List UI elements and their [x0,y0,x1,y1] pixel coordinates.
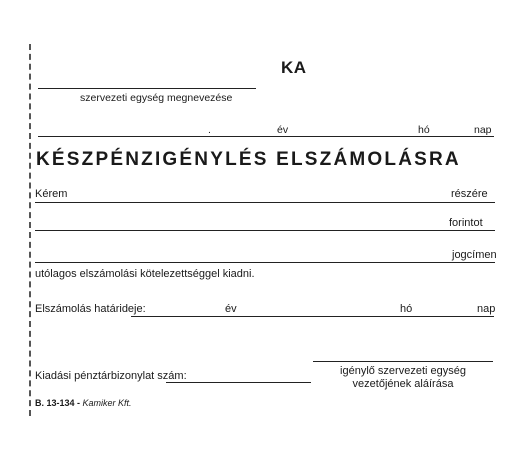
footer-code: B. 13-134 - [35,398,81,408]
reszere-label: részére [451,188,488,200]
deadline-label: Elszámolás határideje: [35,303,146,315]
signature-field[interactable] [313,361,493,362]
date-day-label: nap [474,124,492,136]
recipient-field[interactable] [35,202,495,203]
footer-publisher: Kamiker Kft. [82,398,132,408]
signature-label-2: vezetőjének aláírása [352,378,454,390]
deadline-field[interactable] [131,316,494,317]
jogcimen-label: jogcímen [452,249,497,261]
date-month-label: hó [418,124,430,136]
unit-name-label: szervezeti egység megnevezése [80,92,233,104]
voucher-field[interactable] [166,382,311,383]
perforation-line [29,44,31,416]
amount-field[interactable] [35,230,495,231]
forintot-label: forintot [449,217,483,229]
form-title: KÉSZPÉNZIGÉNYLÉS ELSZÁMOLÁSRA [36,149,461,170]
deadline-month-label: hó [400,303,413,315]
obligation-text: utólagos elszámolási kötelezettséggel kiadni. [35,268,255,280]
date-year-label: év [277,124,289,136]
form-code: KA [281,58,307,77]
kerem-label: Kérem [35,188,68,200]
title-basis-field[interactable] [35,262,495,263]
footer [35,398,132,408]
unit-name-field[interactable] [38,88,256,89]
deadline-day-label: nap [477,303,496,315]
signature-label-1: igénylő szervezeti egység [340,365,466,377]
voucher-label: Kiadási pénztárbizonylat szám: [35,370,187,382]
deadline-year-label: év [225,303,237,315]
date-field[interactable] [38,136,494,137]
date-dot: . [208,124,211,136]
